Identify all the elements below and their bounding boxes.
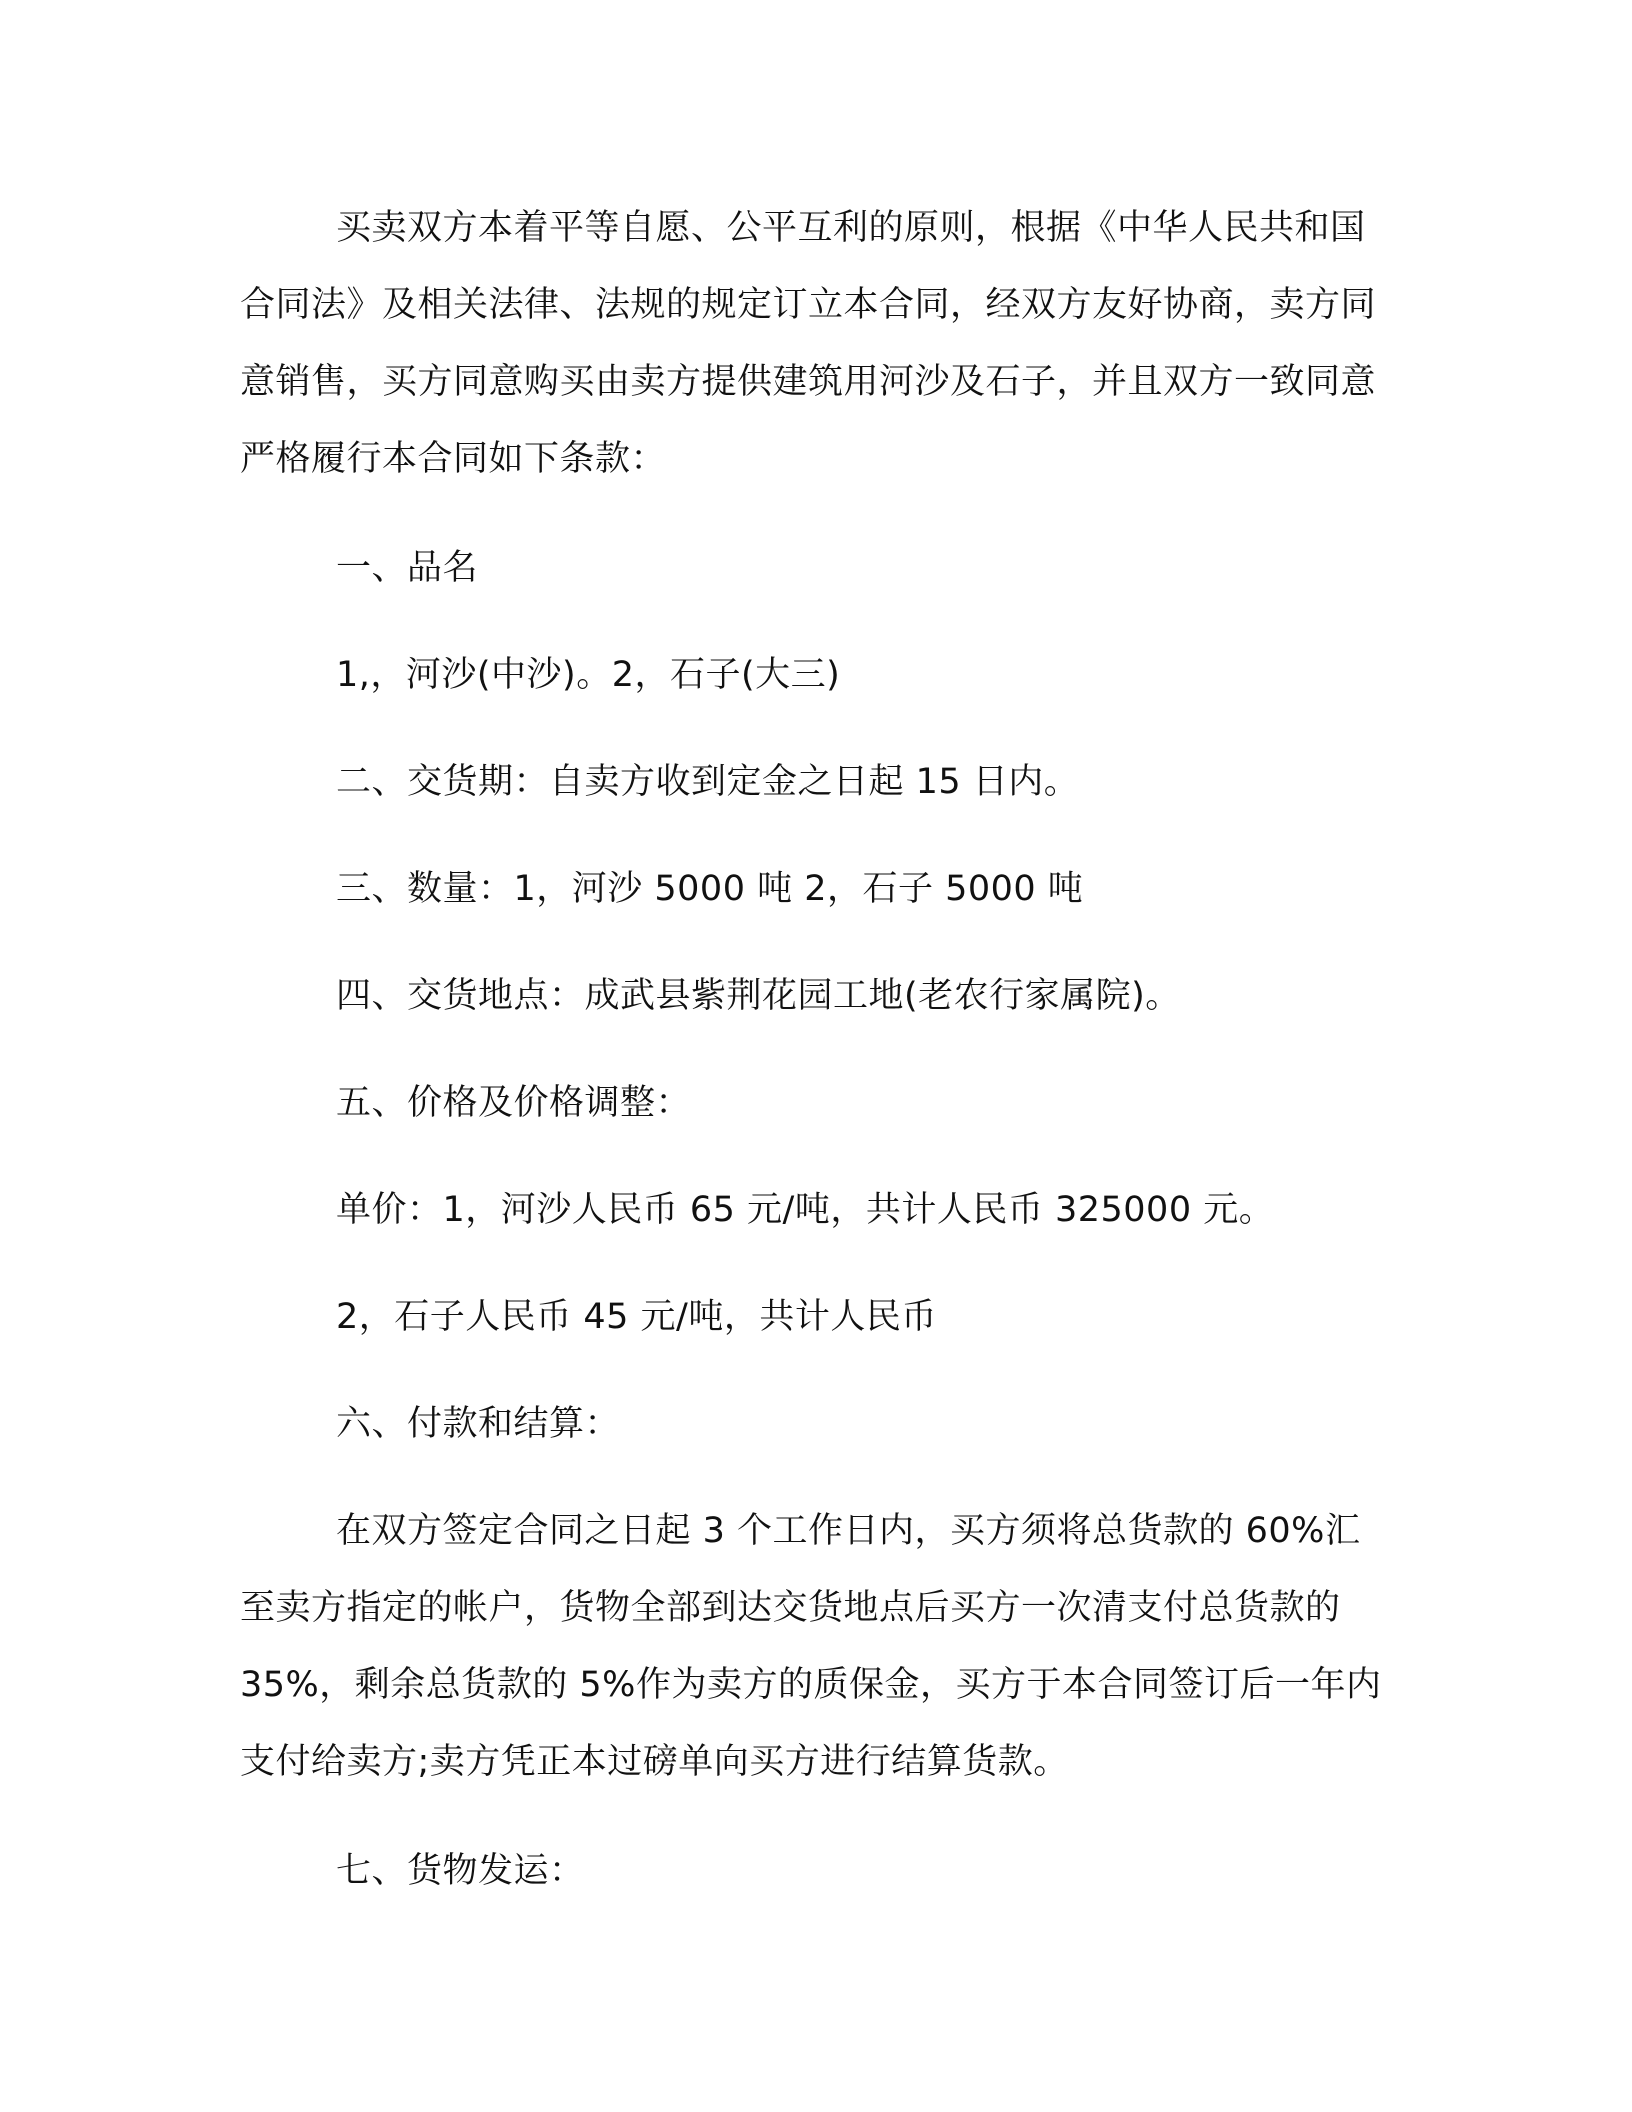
section-7-heading: 七、货物发运： xyxy=(336,1851,585,1891)
section-3-quantity: 三、数量：1，河沙 5000 吨 2，石子 5000 吨 xyxy=(336,869,1084,909)
section-4-delivery-location: 四、交货地点：成武县紫荆花园工地(老农行家属院)。 xyxy=(336,976,1181,1016)
section-6-payment-paragraph: 在双方签定合同之日起 3 个工作日内，买方须将总货款的 60%汇至卖方指定的帐户，货物全部到达交货地点后买方一次清支付总货款的 35%，剩余总货款的 5%作为卖方的质保金，买方于本合同签订后一年内支付给卖方;卖方凭正本过磅单向买方进行结算货款。 xyxy=(240,1511,1382,1782)
intro-paragraph: 买卖双方本着平等自愿、公平互利的原则，根据《中华人民共和国合同法》及相关法律、法规的规定订立本合同，经双方友好协商，卖方同意销售，买方同意购买由卖方提供建筑用河沙及石子，并且双方一致同意严格履行本合同如下条款： xyxy=(240,208,1377,479)
document-body xyxy=(240,190,1390,1910)
section-1-heading: 一、品名 xyxy=(336,548,479,588)
section-6-heading: 六、付款和结算： xyxy=(336,1404,621,1444)
section-1-items: 1,，河沙(中沙)。2，石子(大三) xyxy=(336,655,841,695)
section-5-unit-price-stone: 2，石子人民币 45 元/吨，共计人民币 xyxy=(336,1297,937,1337)
section-2-delivery-period: 二、交货期：自卖方收到定金之日起 15 日内。 xyxy=(336,762,1080,802)
section-5-unit-price-sand: 单价：1，河沙人民币 65 元/吨，共计人民币 325000 元。 xyxy=(336,1190,1275,1230)
section-5-heading: 五、价格及价格调整： xyxy=(336,1083,692,1123)
